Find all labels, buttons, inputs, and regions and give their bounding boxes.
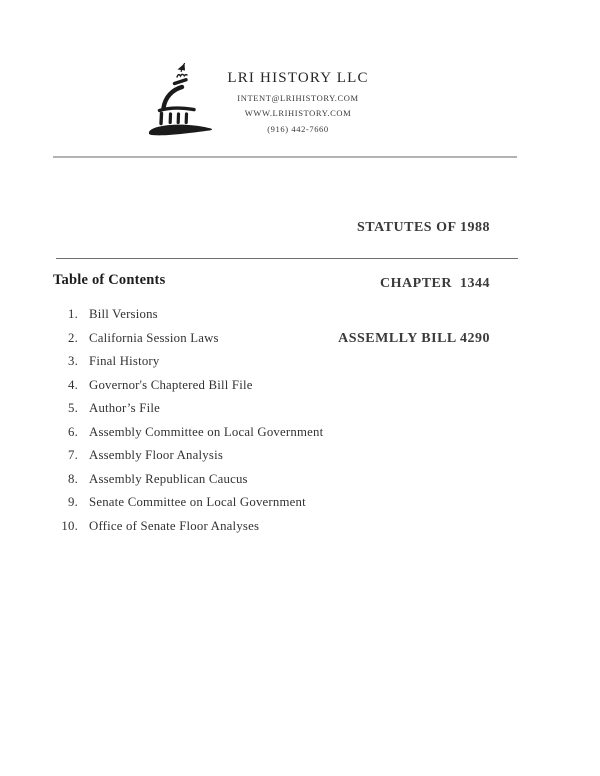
- toc-item-label: Author’s File: [89, 401, 160, 416]
- statute-line-bill: ASSEMLLY BILL 4290: [338, 331, 490, 346]
- toc-item: [0, 515, 600, 539]
- toc-item-label: Assembly Floor Analysis: [89, 448, 223, 463]
- toc-item-label: Governor's Chaptered Bill File: [89, 377, 253, 392]
- contact-website: WWW.LRIHISTORY.COM: [244, 108, 352, 118]
- toc-item-number: 4.: [68, 377, 78, 392]
- toc-item-label: Final History: [89, 354, 160, 369]
- statute-line-chapter: CHAPTER 1344: [380, 275, 490, 291]
- contact-phone: (916) 442-7660: [267, 123, 329, 134]
- toc-item-label: Senate Committee on Local Government: [89, 495, 306, 510]
- letterhead: [198, 71, 398, 134]
- toc-item-number: 9.: [68, 495, 78, 510]
- toc-list: [0, 303, 600, 538]
- toc-item-number: 2.: [68, 330, 78, 345]
- toc-item-label: Bill Versions: [89, 307, 158, 322]
- toc-item: [0, 397, 600, 421]
- toc-item-label: Assembly Committee on Local Government: [89, 424, 324, 439]
- toc-item-number: 3.: [68, 354, 78, 369]
- toc-item: [0, 491, 600, 515]
- toc-item-label: California Session Laws: [89, 330, 219, 345]
- toc-item: [0, 327, 600, 351]
- toc-item-number: 5.: [68, 401, 78, 416]
- contact-email: INTENT@LRIHISTORY.COM: [237, 92, 359, 103]
- toc-item-number: 8.: [68, 471, 78, 486]
- toc-item-number: 7.: [68, 448, 78, 463]
- toc-item: [0, 350, 600, 374]
- toc-item-number: 1.: [68, 307, 78, 322]
- toc-item: [0, 421, 600, 445]
- company-name: LRI HISTORY LLC: [227, 70, 369, 86]
- divider-top: [53, 156, 517, 158]
- toc-item-label: Office of Senate Floor Analyses: [89, 518, 260, 533]
- toc-item-label: Assembly Republican Caucus: [89, 471, 248, 486]
- toc-item-number: 6.: [68, 424, 78, 439]
- toc-item: [0, 303, 600, 327]
- toc-item-number: 10.: [61, 518, 78, 533]
- toc-title: Table of Contents: [53, 272, 166, 288]
- toc-item: [0, 468, 600, 492]
- toc-item: [0, 374, 600, 398]
- toc-item: [0, 444, 600, 468]
- statute-line-statutes: STATUTES OF 1988: [357, 220, 490, 235]
